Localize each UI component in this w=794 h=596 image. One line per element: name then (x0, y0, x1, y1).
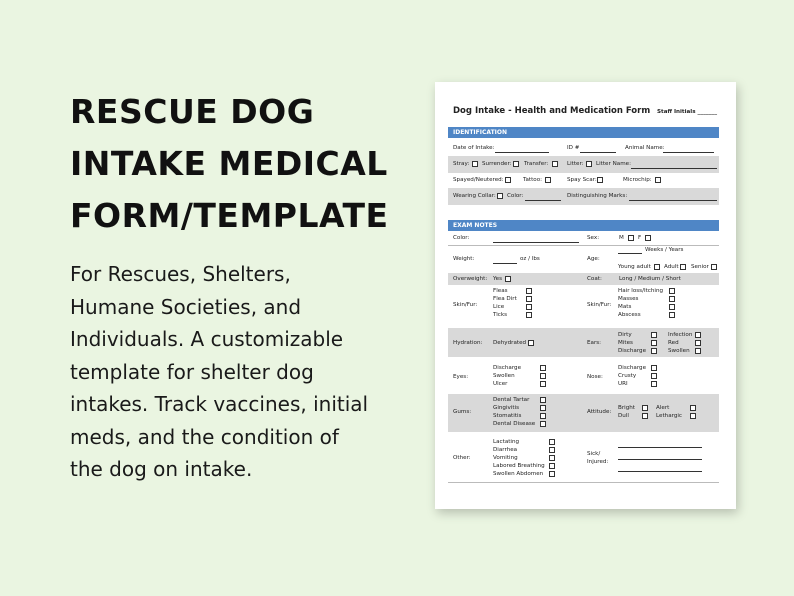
attitude-label: Attitude: (587, 409, 612, 415)
headline-line: INTAKE MEDICAL (70, 144, 388, 183)
sick-injured-line (618, 459, 702, 460)
identification-header (448, 127, 719, 138)
other-item: Swollen Abdomen (493, 471, 544, 477)
overweight-yes-label: Yes (493, 276, 503, 282)
collar-color-label: Color: (507, 193, 524, 199)
row-divider (448, 245, 719, 246)
eyes-item: Swollen (493, 373, 515, 379)
swollen-ear-checkbox[interactable] (695, 348, 701, 354)
stomatitis-checkbox[interactable] (540, 413, 546, 419)
skin-item: Ticks (493, 312, 508, 318)
adult-label: Adult (664, 264, 679, 270)
skin-item: Fleas (493, 288, 508, 294)
tattoo-checkbox[interactable] (545, 177, 551, 183)
litter-name-label: Litter Name: (596, 161, 631, 167)
dirty-checkbox[interactable] (651, 332, 657, 338)
spayed-checkbox[interactable] (505, 177, 511, 183)
infection-checkbox[interactable] (695, 332, 701, 338)
exam-notes-header (448, 220, 719, 231)
vomiting-checkbox[interactable] (549, 455, 555, 461)
distinguishing-label: Distinguishing Marks: (567, 193, 628, 199)
swollen-abdomen-checkbox[interactable] (549, 471, 555, 477)
attitude-item: Lethargic (656, 413, 683, 419)
skin-item: Masses (618, 296, 639, 302)
description-line: Individuals. A customizable (70, 327, 344, 351)
wearing-collar-checkbox[interactable] (497, 193, 503, 199)
gums-item: Dental Tartar (493, 397, 530, 403)
senior-label: Senior (691, 264, 709, 270)
crusty-checkbox[interactable] (651, 373, 657, 379)
other-item: Labored Breathing (493, 463, 545, 469)
surrender-label: Surrender: (482, 161, 512, 167)
other-item: Vomiting (493, 455, 518, 461)
ears-label: Ears: (587, 340, 602, 346)
form-preview (435, 82, 736, 509)
description-line: template for shelter dog (70, 359, 314, 384)
sick-injured-label: Sick/ (587, 451, 601, 457)
sick-injured-line (618, 471, 702, 472)
exam-color-label: Color: (453, 235, 470, 241)
gums-item: Dental Disease (493, 421, 536, 427)
surrender-checkbox[interactable] (513, 161, 519, 167)
headline-line: RESCUE DOG (70, 92, 315, 131)
skin-item: Mats (618, 304, 632, 310)
young-adult-label: Young adult (618, 264, 651, 270)
description-line: meds, and the condition of (70, 424, 339, 449)
eyes-item: Discharge (493, 365, 522, 371)
skin-item: Hair loss/Itching (618, 288, 664, 294)
dehydrated-label: Dehydrated (493, 340, 527, 346)
young-adult-checkbox[interactable] (654, 264, 660, 270)
litter-name-line (631, 168, 717, 169)
weight-units: oz / lbs (520, 256, 540, 262)
mites-checkbox[interactable] (651, 340, 657, 346)
sex-m-label: M (619, 235, 624, 241)
dental-tartar-checkbox[interactable] (540, 397, 546, 403)
other-item: Lactating (493, 439, 520, 445)
adult-checkbox[interactable] (680, 264, 686, 270)
ears-item: Red (668, 340, 679, 346)
overweight-label: Overweight: (453, 276, 488, 282)
skin-fur-label-right: Skin/Fur: (587, 302, 612, 308)
nose-discharge-checkbox[interactable] (651, 365, 657, 371)
age-units: Weeks / Years (645, 247, 684, 253)
ticks-checkbox[interactable] (526, 312, 532, 318)
id-line (580, 152, 616, 153)
description-line: intakes. Track vaccines, initial (70, 392, 369, 416)
exam-notes-header-text: EXAM NOTES (453, 222, 498, 229)
nose-item: URI (618, 381, 628, 387)
collar-color-line (525, 200, 561, 201)
diarrhea-checkbox[interactable] (549, 447, 555, 453)
bright-checkbox[interactable] (642, 405, 648, 411)
dull-checkbox[interactable] (642, 413, 648, 419)
spay-scar-checkbox[interactable] (597, 177, 603, 183)
hydration-label: Hydration: (453, 340, 483, 346)
litter-checkbox[interactable] (586, 161, 592, 167)
skin-fur-label: Skin/Fur: (453, 302, 478, 308)
attitude-item: Dull (618, 413, 629, 419)
animal-name-line (663, 152, 714, 153)
coat-label: Coat: (587, 276, 602, 282)
sick-injured-line (618, 447, 702, 448)
description (70, 258, 415, 486)
spay-scar-label: Spay Scar: (567, 177, 597, 183)
attitude-item: Bright (618, 405, 635, 411)
eye-swollen-checkbox[interactable] (540, 373, 546, 379)
uri-checkbox[interactable] (651, 381, 657, 387)
nose-item: Crusty (618, 373, 637, 379)
attitude-item: Alert (656, 405, 670, 411)
gums-label: Gums: (453, 409, 472, 415)
eyes-label: Eyes: (453, 374, 469, 380)
labored-breathing-checkbox[interactable] (549, 463, 555, 469)
dental-disease-checkbox[interactable] (540, 421, 546, 427)
hair-loss-checkbox[interactable] (669, 288, 675, 294)
stray-checkbox[interactable] (472, 161, 478, 167)
tattoo-label: Tattoo: (523, 177, 543, 183)
sex-m-checkbox[interactable] (628, 235, 634, 241)
ears-item: Discharge (618, 348, 647, 354)
wearing-collar-label: Wearing Collar: (453, 193, 496, 199)
description-line: For Rescues, Shelters, (70, 262, 291, 286)
nose-label: Nose: (587, 374, 603, 380)
weight-line (493, 263, 517, 264)
lactating-checkbox[interactable] (549, 439, 555, 445)
distinguishing-line (629, 200, 717, 201)
senior-checkbox[interactable] (711, 264, 717, 270)
ear-discharge-checkbox[interactable] (651, 348, 657, 354)
red-checkbox[interactable] (695, 340, 701, 346)
ears-item: Infection (668, 332, 693, 338)
ears-item: Mites (618, 340, 633, 346)
other-item: Diarrhea (493, 447, 518, 453)
age-label: Age: (587, 256, 600, 262)
description-line: Humane Societies, and (70, 294, 302, 319)
overweight-checkbox[interactable] (505, 276, 511, 282)
litter-label: Litter: (567, 161, 584, 167)
fleas-checkbox[interactable] (526, 288, 532, 294)
description-line: the dog on intake. (70, 457, 253, 481)
ears-item: Dirty (618, 332, 632, 338)
microchip-label: Microchip: (623, 177, 652, 183)
gums-item: Stomatitis (493, 413, 522, 419)
identification-header-text: IDENTIFICATION (453, 129, 508, 136)
gingivitis-checkbox[interactable] (540, 405, 546, 411)
gums-item: Gingivitis (493, 405, 520, 411)
spayed-label: Spayed/Neutered: (453, 177, 504, 183)
date-of-intake-line (495, 152, 549, 153)
ears-item: Swollen (668, 348, 690, 354)
transfer-checkbox[interactable] (552, 161, 558, 167)
lethargic-checkbox[interactable] (690, 413, 696, 419)
dehydrated-checkbox[interactable] (528, 340, 534, 346)
coat-options: Long / Medium / Short (619, 276, 681, 282)
headline (70, 86, 410, 242)
id-label: ID # (567, 145, 580, 151)
form-title: Dog Intake - Health and Medication Form (453, 106, 651, 116)
exam-color-line (493, 242, 579, 243)
other-label: Other: (453, 455, 471, 461)
headline-line: FORM/TEMPLATE (70, 196, 389, 235)
stray-label: Stray: (453, 161, 470, 167)
masses-checkbox[interactable] (669, 296, 675, 302)
date-of-intake-label: Date of Intake: (453, 145, 495, 151)
flea-dirt-checkbox[interactable] (526, 296, 532, 302)
sex-f-label: F (638, 235, 642, 241)
alert-checkbox[interactable] (690, 405, 696, 411)
transfer-label: Transfer: (524, 161, 549, 167)
age-line (618, 253, 642, 254)
form-bottom-border (448, 482, 719, 483)
microchip-checkbox[interactable] (655, 177, 661, 183)
staff-initials: Staff Initials _______ (657, 109, 718, 115)
animal-name-label: Animal Name: (625, 145, 665, 151)
sick-injured-label: Injured: (587, 459, 609, 465)
mats-checkbox[interactable] (669, 304, 675, 310)
weight-label: Weight: (453, 256, 475, 262)
skin-item: Abscess (618, 312, 641, 318)
skin-item: Lice (493, 304, 505, 310)
abscess-checkbox[interactable] (669, 312, 675, 318)
lice-checkbox[interactable] (526, 304, 532, 310)
eyes-item: Ulcer (493, 381, 508, 387)
ulcer-checkbox[interactable] (540, 381, 546, 387)
nose-item: Discharge (618, 365, 647, 371)
eye-discharge-checkbox[interactable] (540, 365, 546, 371)
sex-label: Sex: (587, 235, 600, 241)
sex-f-checkbox[interactable] (645, 235, 651, 241)
skin-item: Flea Dirt (493, 296, 517, 302)
